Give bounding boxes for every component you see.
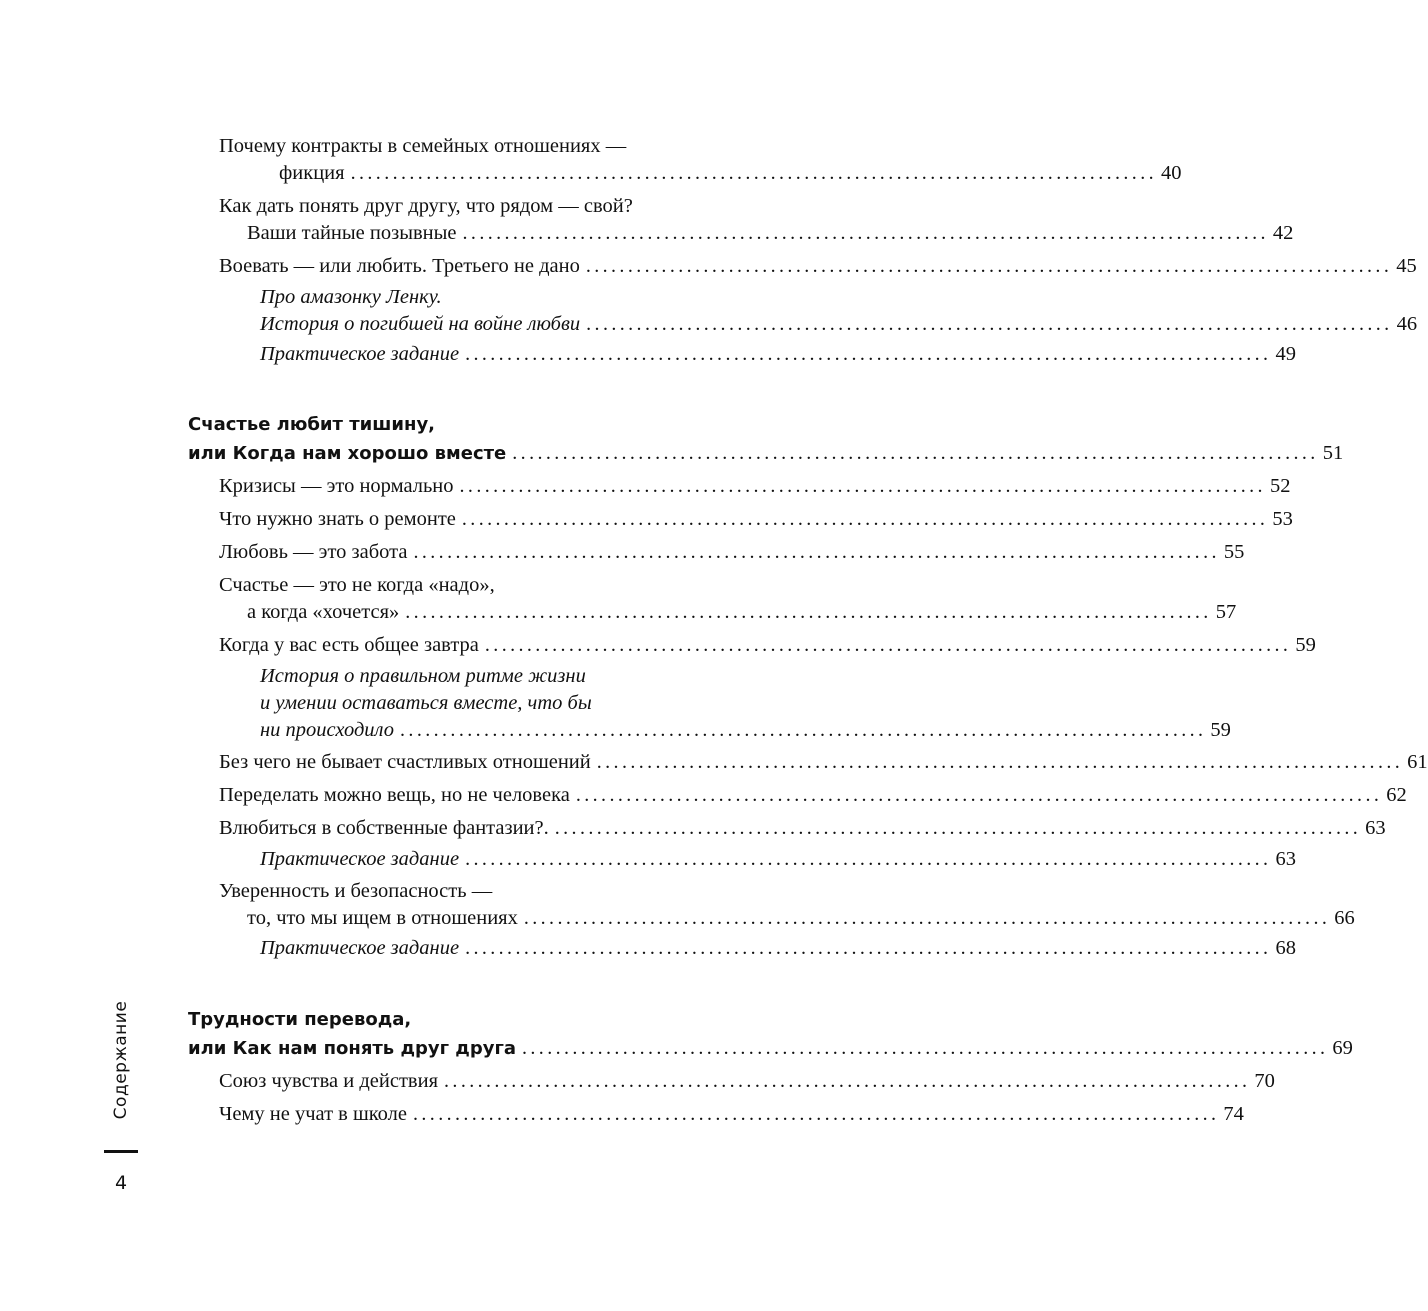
dot-leader: ................................................................................................ <box>512 442 1319 464</box>
toc-page-number: 59 <box>1295 634 1316 656</box>
toc-page-number: 55 <box>1223 541 1245 563</box>
toc-page-number: 68 <box>1275 937 1296 959</box>
toc-entry-title: Как дать понять друг другу, что рядом — свой? <box>219 195 633 217</box>
toc-entry <box>219 876 492 906</box>
toc-page-number: 49 <box>1275 343 1296 365</box>
toc-page-number: 70 <box>1254 1070 1275 1092</box>
dot-leader: ................................................................................................ <box>586 313 1393 335</box>
toc-entry-title: Любовь — это забота <box>219 541 408 563</box>
toc-entry-title: ни происходило <box>260 719 395 741</box>
toc-entry-title: а когда «хочется» <box>247 601 400 623</box>
dot-leader: ................................................................................................ <box>461 508 1269 530</box>
toc-entry <box>219 537 1245 567</box>
toc-entry <box>260 661 586 691</box>
dot-leader: ................................................................................................ <box>585 255 1393 277</box>
toc-entry-title: Кризисы — это нормально <box>219 475 454 497</box>
toc-entry <box>247 218 1294 248</box>
toc-entry <box>260 339 1296 369</box>
toc-chapter-title: Трудности перевода, <box>188 1009 412 1030</box>
toc-page-number: 62 <box>1386 784 1407 806</box>
toc-entry <box>219 630 1316 660</box>
dot-leader: ................................................................................................ <box>554 817 1362 839</box>
toc-entry-title: Про амазонку Ленку. <box>260 286 442 308</box>
dot-leader: ................................................................................................ <box>405 601 1212 623</box>
toc-page-number: 63 <box>1365 817 1386 839</box>
toc-entry-title: История о погибшей на войне любви <box>260 313 581 335</box>
toc-entry <box>260 282 442 312</box>
dot-leader: ................................................................................................ <box>444 1070 1251 1092</box>
toc-page-number: 52 <box>1269 475 1291 497</box>
dot-leader: ................................................................................................ <box>465 937 1272 959</box>
toc-entry <box>247 903 1355 933</box>
dot-leader: ................................................................................................ <box>350 162 1157 184</box>
dot-leader: ................................................................................................ <box>413 1103 1220 1125</box>
toc-entry <box>260 688 592 718</box>
toc-chapter-heading <box>188 438 1344 468</box>
dot-leader: ................................................................................................ <box>465 848 1272 870</box>
toc-entry <box>219 570 495 600</box>
toc-entry <box>219 251 1417 281</box>
dot-leader: ................................................................................................ <box>484 634 1292 656</box>
toc-entry <box>260 715 1231 745</box>
toc-entry-title: Практическое задание <box>260 343 460 365</box>
toc-entry-title: История о правильном ритме жизни <box>260 665 586 687</box>
toc-entry-title: Переделать можно вещь, но не человека <box>219 784 570 806</box>
dot-leader: ................................................................................................ <box>523 907 1331 929</box>
toc-entry-title: Что нужно знать о ремонте <box>219 508 456 530</box>
section-label: Содержание <box>111 1000 131 1120</box>
toc-chapter-heading <box>188 410 435 440</box>
dot-leader: ................................................................................................ <box>400 719 1207 741</box>
toc-chapter-title: Счастье любит тишину, <box>188 414 436 435</box>
toc-entry <box>260 309 1418 339</box>
toc-entry-title: Чему не учат в школе <box>219 1103 407 1125</box>
toc-entry-title: Счастье — это не когда «надо», <box>219 574 495 596</box>
divider <box>104 1150 138 1153</box>
toc-entry-title: то, что мы ищем в отношениях <box>247 907 518 929</box>
toc-page-number: 63 <box>1275 848 1296 870</box>
toc-entry-title: Практическое задание <box>260 848 460 870</box>
dot-leader: ................................................................................................ <box>522 1037 1329 1059</box>
toc-page-number: 40 <box>1161 162 1182 184</box>
toc-page-number: 51 <box>1322 442 1344 464</box>
toc-entry-title: Союз чувства и действия <box>219 1070 439 1092</box>
toc-entry-title: Практическое задание <box>260 937 460 959</box>
dot-leader: ................................................................................................ <box>462 222 1269 244</box>
toc-entry <box>279 158 1182 188</box>
toc-entry <box>219 131 626 161</box>
toc-entry <box>219 780 1407 810</box>
toc-page-number: 53 <box>1272 508 1293 530</box>
toc-entry-title: Ваши тайные позывные <box>247 222 457 244</box>
page-number: 4 <box>114 1172 128 1194</box>
toc-entry-title: и умении оставаться вместе, что бы <box>260 692 592 714</box>
toc-entry-title: Почему контракты в семейных отношениях — <box>219 135 627 157</box>
toc-entry <box>260 933 1296 963</box>
toc-chapter-heading <box>188 1005 411 1035</box>
toc-chapter-title: или Как нам понять друг друга <box>188 1038 516 1059</box>
toc-entry <box>219 471 1291 501</box>
toc-page-number: 74 <box>1223 1103 1244 1125</box>
toc-entry <box>219 504 1293 534</box>
toc-entry-title: Когда у вас есть общее завтра <box>219 634 479 656</box>
toc-entry-title: Влюбиться в собственные фантазии?. <box>219 817 549 839</box>
toc-entry <box>219 747 1428 777</box>
toc-entry-title: Без чего не бывает счастливых отношений <box>219 751 591 773</box>
toc-entry-title: фикция <box>279 162 345 184</box>
toc-page-number: 42 <box>1272 222 1294 244</box>
toc-page-number: 66 <box>1334 907 1355 929</box>
dot-leader: ................................................................................................ <box>459 475 1266 497</box>
toc-entry-title: Уверенность и безопасность — <box>219 880 493 902</box>
dot-leader: ................................................................................................ <box>575 784 1383 806</box>
toc-entry-title: Воевать — или любить. Третьего не дано <box>219 255 580 277</box>
toc-chapter-heading <box>188 1033 1353 1063</box>
toc-entry <box>247 597 1237 627</box>
toc-page-number: 57 <box>1215 601 1237 623</box>
toc-page-number: 45 <box>1396 255 1417 277</box>
toc-page-number: 59 <box>1210 719 1231 741</box>
toc-page-number: 69 <box>1332 1037 1353 1059</box>
toc-entry <box>219 1066 1275 1096</box>
toc-entry <box>219 191 633 221</box>
toc-page-number: 61 <box>1407 751 1428 773</box>
dot-leader: ................................................................................................ <box>413 541 1220 563</box>
toc-entry <box>219 1099 1244 1129</box>
dot-leader: ................................................................................................ <box>465 343 1272 365</box>
toc-chapter-title: или Когда нам хорошо вместе <box>188 443 507 464</box>
dot-leader: ................................................................................................ <box>596 751 1404 773</box>
toc-entry <box>219 813 1386 843</box>
toc-entry <box>260 844 1296 874</box>
toc-page-number: 46 <box>1396 313 1418 335</box>
